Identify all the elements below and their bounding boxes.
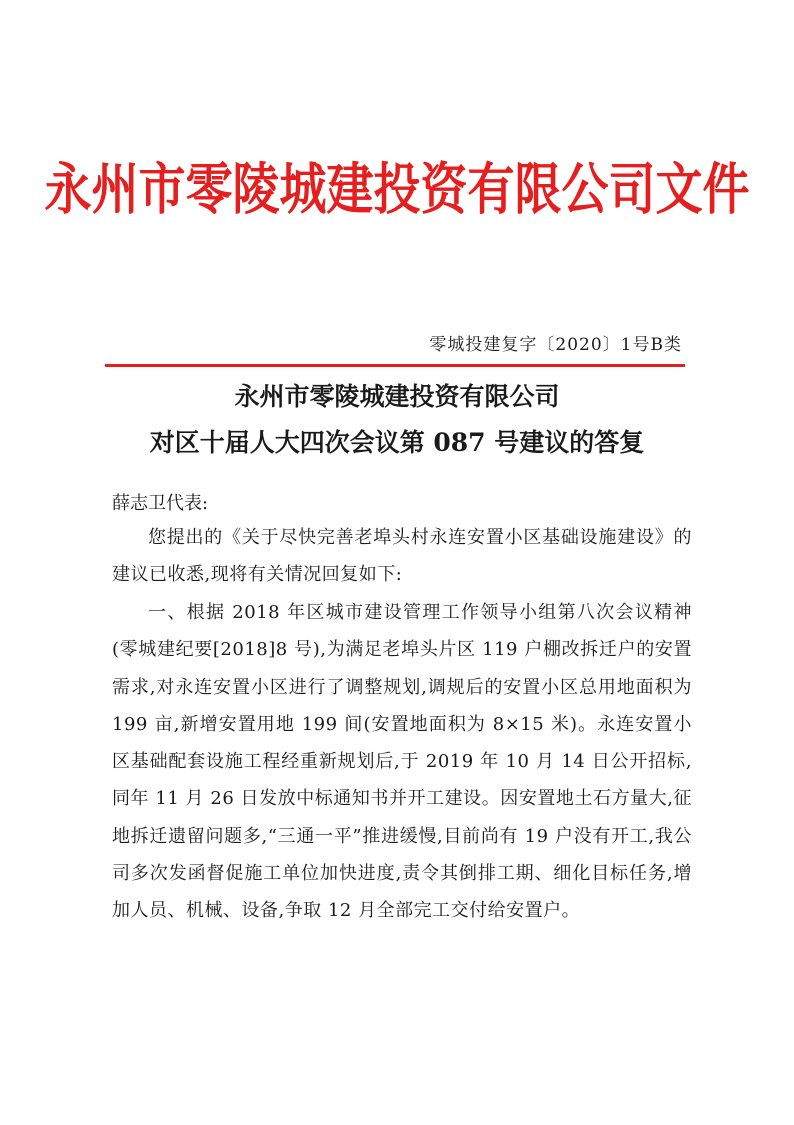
masthead-title: 永州市零陵城建投资有限公司文件 — [44, 157, 750, 223]
document-title-line-2: 对区十届人大四次会议第 087 号建议的答复 — [149, 428, 645, 457]
red-divider-line — [105, 364, 685, 367]
paragraph-item-one: 一、根据 2018 年区城市建设管理工作领导小组第八次会议精神(零城建纪要[2018]8 号),为满足老埠头片区 119 户棚改拆迁户的安置需求,对永连安置小区进行了调整规划,调规后的安置小区总用地面积为 199 亩,新增安置用地 199 间(安置地面积为 8×15 米)。永连安置小区基础配套设施工程经重新规划后,于 2019 年 10 月 14 日公开招标,同年 11 月 26 日发放中标通知书并开工建设。因安置地土石方量大,征地拆迁遗留问题多,“三通一平”推进缓慢,目前尚有 19 户没有开工,我公司多次发函督促施工单位加快进度,责令其倒排工期、细化目标任务,增加人员、机械、设备,争取 12 月全部完工交付给安置户。 — [112, 602, 692, 922]
paragraph-intro: 您提出的《关于尽快完善老埠头村永连安置小区基础设施建设》的建议已收悉,现将有关情况回复如下: — [112, 527, 692, 586]
document-title-line-1: 永州市零陵城建投资有限公司 — [234, 382, 560, 411]
document-number: 零城投建复字〔2020〕1号B类 — [429, 335, 682, 355]
salutation: 薛志卫代表: — [112, 493, 209, 514]
